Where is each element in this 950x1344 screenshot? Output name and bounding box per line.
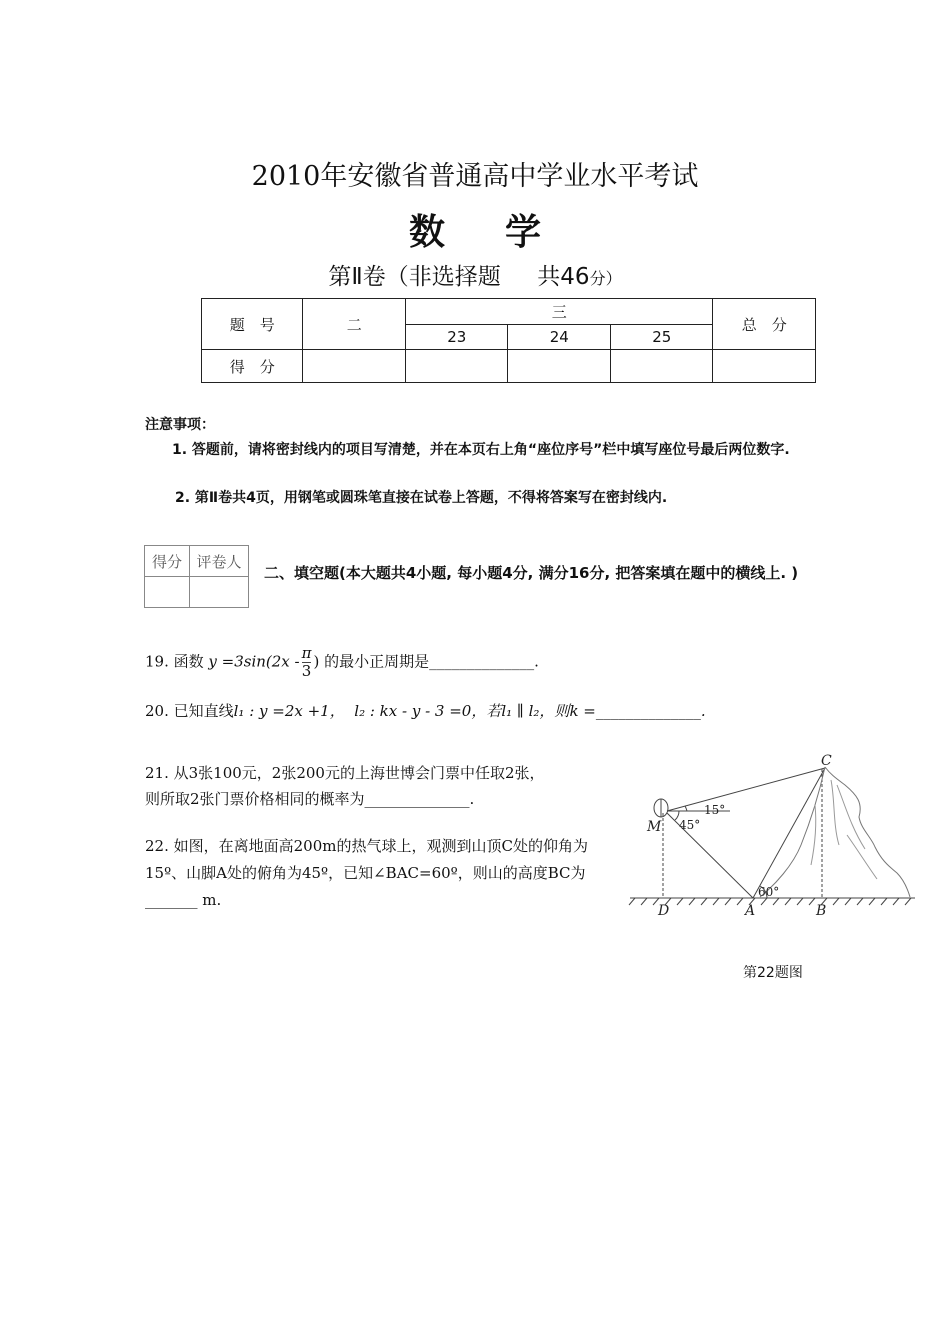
label-angle-15: 15° (704, 803, 726, 817)
grader-name-label: 评卷人 (190, 546, 249, 577)
question-22: 22. 如图，在离地面高200m的热气球上，观测到山顶C处的仰角为15º、山脚A处的俯角为45º，已知∠BAC=60º，则山的高度BC为_______ m. (145, 837, 588, 909)
label-a: A (745, 903, 756, 919)
figure-caption: 第22题图 (743, 965, 803, 981)
q20-l2: l₂ : kx - y - 3 =0，若 (354, 702, 502, 720)
part2-heading: 二、填空题(本大题共4小题, 每小题4分, 满分16分, 把答案填在题中的横线上. ) (264, 564, 799, 582)
exam-title: 2010年安徽省普通高中学业水平考试 (251, 161, 699, 192)
grader-score-label: 得分 (145, 546, 190, 577)
q20-answer: k =______________. (569, 702, 706, 720)
question-20 (145, 700, 706, 721)
note-item-1: 1. 答题前，请将密封线内的项目写清楚，并在本页右上角“座位序号”栏中填写座位号最后两位数字. (172, 442, 790, 458)
part3-header: 三 (405, 299, 713, 325)
mountain-figure (625, 745, 925, 925)
row-label-score: 得 分 (202, 350, 303, 383)
q24-header: 24 (508, 325, 611, 350)
score-cell-q25[interactable] (610, 350, 713, 383)
sight-line-mc (667, 768, 825, 811)
label-m: M (647, 819, 662, 835)
q19-suffix: 的最小正周期是______________. (324, 652, 539, 671)
question-21 (145, 760, 545, 812)
mountain-shading (811, 780, 877, 879)
label-d: D (658, 903, 670, 919)
line-ac (753, 768, 825, 898)
q21-line-2: 则所取2张门票价格相同的概率为______________. (145, 790, 475, 808)
ground-hatch (629, 898, 911, 905)
score-cell-q23[interactable] (405, 350, 508, 383)
q19-numerator: π (301, 644, 312, 662)
score-table (201, 298, 816, 383)
q25-header: 25 (610, 325, 713, 350)
question-19 (145, 645, 539, 680)
label-angle-45: 45° (679, 818, 701, 832)
label-c: C (821, 753, 832, 769)
grader-box (144, 545, 249, 608)
total-header: 总 分 (713, 299, 816, 350)
row-label-question: 题 号 (202, 299, 303, 350)
label-angle-60: 60° (758, 885, 780, 899)
label-b: B (816, 903, 827, 919)
score-cell-total[interactable] (713, 350, 816, 383)
section-total: 共46 (537, 264, 590, 290)
part2-header: 二 (303, 299, 406, 350)
subject-title: 数学 (408, 212, 601, 253)
q23-header: 23 (405, 325, 508, 350)
q20-l1: l₁ : y =2x +1， (233, 702, 345, 720)
notes-heading: 注意事项： (145, 417, 215, 433)
section-heading (0, 258, 950, 291)
score-cell-part2[interactable] (303, 350, 406, 383)
q20-text-a: 20. 已知直线 (145, 702, 234, 720)
section-unit: 分） (589, 269, 622, 288)
score-cell-q24[interactable] (508, 350, 611, 383)
q21-line-1: 21. 从3张100元，2张200元的上海世博会门票中任取2张， (145, 764, 545, 782)
q19-close: ) (313, 652, 320, 671)
q19-denominator: 3 (301, 662, 312, 680)
grader-name-cell[interactable] (190, 577, 249, 608)
grader-score-cell[interactable] (145, 577, 190, 608)
note-item-2: 2. 第Ⅱ卷共4页，用钢笔或圆珠笔直接在试卷上答题，不得将答案写在密封线内. (175, 490, 668, 506)
q20-parallel: l₁ ∥ l₂，则 (501, 702, 570, 720)
q19-prefix: 19. 函数 (145, 652, 204, 671)
q19-expr: y =3sin(2x - (208, 652, 300, 671)
section-main: 第Ⅱ卷（非选择题 (328, 264, 501, 290)
q19-fraction (302, 645, 312, 680)
